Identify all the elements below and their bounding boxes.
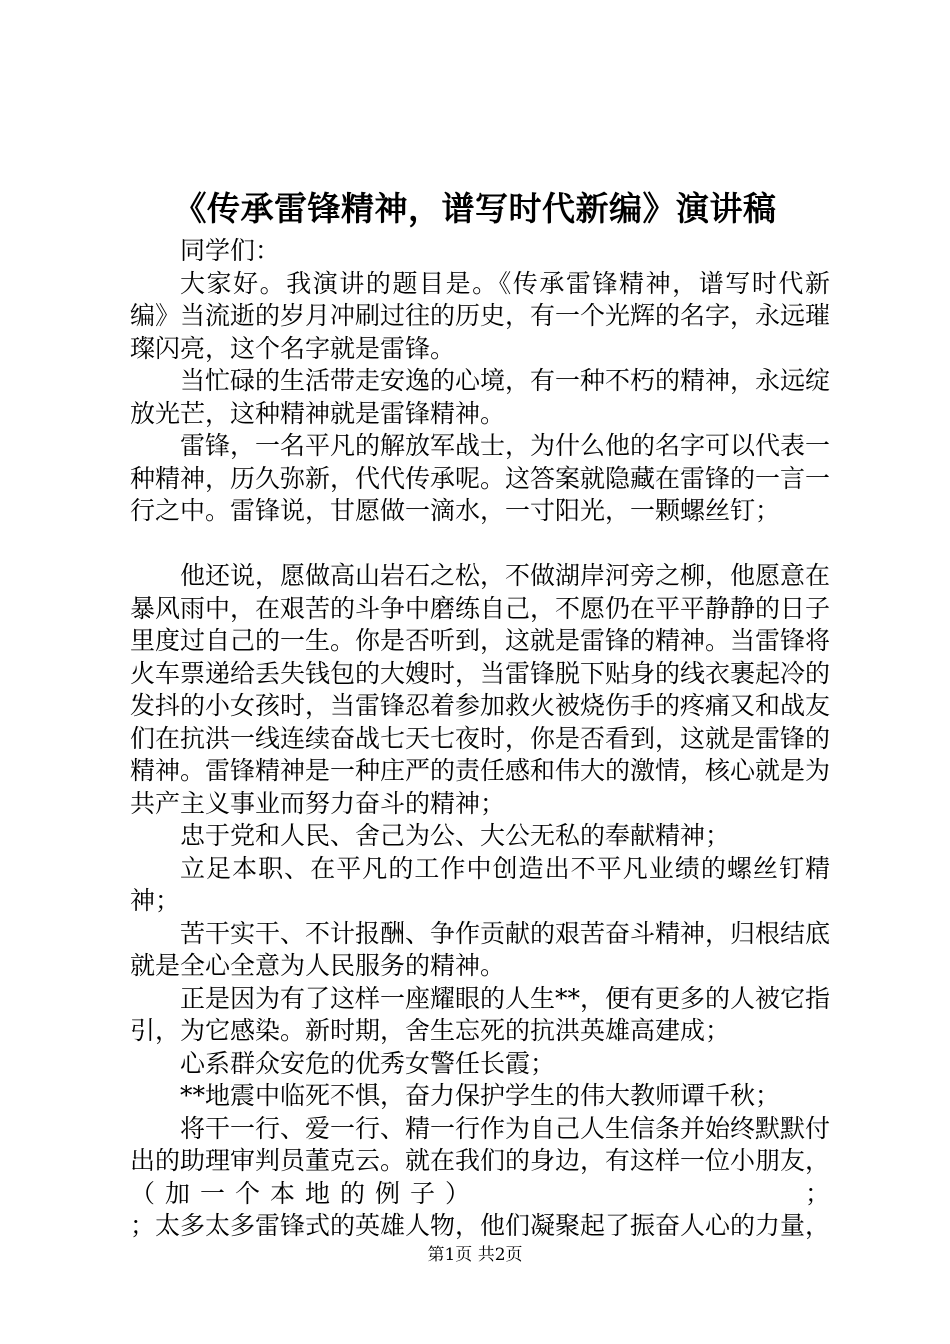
paragraph-text: 将干一行、爱一行、精一行作为自己人生信条并始终默默付出的助理审判员董克云。就在我们的身边，有这样一位小朋友， [130,1113,831,1175]
paragraph: 大家好。我演讲的题目是。《传承雷锋精神，谱写时代新编》当流逝的岁月冲刷过往的历史，有一个光辉的名字，永远璀璨闪亮，这个名字就是雷锋。 [130,268,831,363]
document-title: 《传承雷锋精神，谱写时代新编》演讲稿 [173,189,777,228]
paragraph: 心系群众安危的优秀女警任长霞； [180,1048,556,1078]
page-number: 第1页 共2页 [427,1245,523,1265]
paragraph: 忠于党和人民、舍己为公、大公无私的奉献精神； [180,821,731,850]
paragraph-end-mark: ； [804,1178,830,1208]
paragraph-greeting: 同学们： [180,236,281,265]
paragraph: 当忙碌的生活带走安逸的心境，有一种不朽的精神，永远绽放光芒，这种精神就是雷锋精神。 [130,366,831,428]
paragraph: 立足本职、在平凡的工作中创造出不平凡业绩的螺丝钉精神； [130,853,830,915]
paragraph: 雷锋，一名平凡的解放军战士，为什么他的名字可以代表一种精神，历久弥新，代代传承呢。这答案就隐藏在雷锋的一言一行之中。雷锋说，甘愿做一滴水，一寸阳光，一颗螺丝钉； [130,431,831,525]
paragraph: 苦干实干、不计报酬、争作贡献的艰苦奋斗精神，归根结底就是全心全意为人民服务的精神。 [130,918,831,980]
paragraph: 他还说，愿做高山岩石之松，不做湖岸河旁之柳，他愿意在暴风雨中，在艰苦的斗争中磨练自己，不愿仍在平平静静的日子里度过自己的一生。你是否听到，这就是雷锋的精神。当雷锋将火车票递给丢失钱包的大嫂时，当雷锋脱下贴身的线衣裹起冷的发抖的小女孩时，当雷锋忍着参加救火被烧伤手的疼痛又和战友们在抗洪一线连续奋战七天七夜时，你是否看到，这就是雷锋的精神。雷锋精神是一种庄严的责任感和伟大的激情，核心就是为共产主义事业而努力奋斗的精神； [130,561,831,818]
paragraph: **地震中临死不惧，奋力保护学生的伟大教师谭千秋； [180,1081,781,1110]
paragraph [130,1113,830,1211]
paragraph: ；太多太多雷锋式的英雄人物，他们凝聚起了振奋人心的力量， [130,1211,831,1240]
document-body [130,235,830,1243]
paragraph: 正是因为有了这样一座耀眼的人生**，便有更多的人被它指引，为它感染。新时期，舍生忘死的抗洪英雄高建成； [130,983,831,1045]
blank-line [130,528,830,561]
placeholder-note: （加一个本地的例子） [130,1178,481,1208]
